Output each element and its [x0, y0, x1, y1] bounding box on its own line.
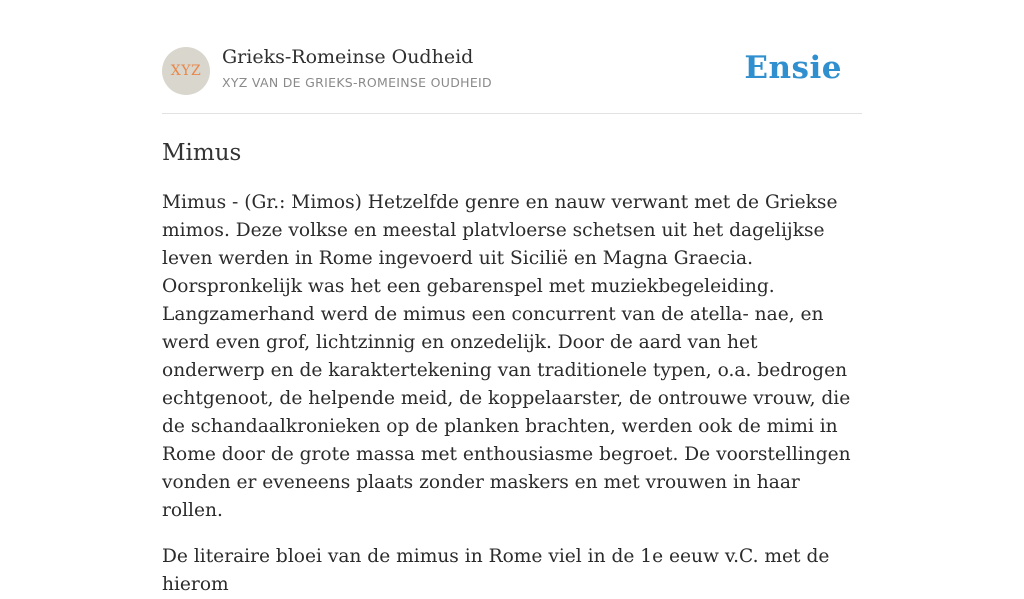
ensie-logo-link[interactable]: Ensie — [744, 50, 842, 86]
source-title[interactable]: Grieks-Romeinse Oudheid — [222, 46, 474, 68]
entry-body — [162, 189, 862, 599]
entry-title: Mimus — [162, 140, 242, 166]
page — [162, 0, 862, 599]
entry-paragraph: Mimus - (Gr.: Mimos) Hetzelfde genre en nauw verwant met de Griekse mimos. Deze volkse en meestal platvloerse schetsen uit het dagelijkse leven werden in Rome ingevoerd uit Sicilië en Magna Graecia. Oorspronkelijk was het een gebarenspel met muziekbegeleiding. Langzamerhand werd de mimus een concurrent van de atella- nae, en werd even grof, lichtzinnig en onzedelijk. Door de aard van het onderwerp en de karaktertekening van traditionele typen, o.a. bedrogen echtgenoot, de helpende meid, de koppelaarster, de ontrouwe vrouw, die de schandaalkronieken op de planken brachten, werden ook de mimi in Rome door de grote massa met enthousiasme begroet. De voorstellingen vonden er eveneens plaats zonder maskers en met vrouwen in haar rollen. — [162, 192, 851, 521]
source-subtitle: XYZ VAN DE GRIEKS-ROMEINSE OUDHEID — [222, 75, 492, 90]
entry-paragraph: De literaire bloei van de mimus in Rome viel in de 1e eeuw v.C. met de hierom — [162, 546, 830, 595]
source-header — [162, 46, 862, 114]
source-avatar[interactable]: XYZ — [162, 47, 210, 95]
